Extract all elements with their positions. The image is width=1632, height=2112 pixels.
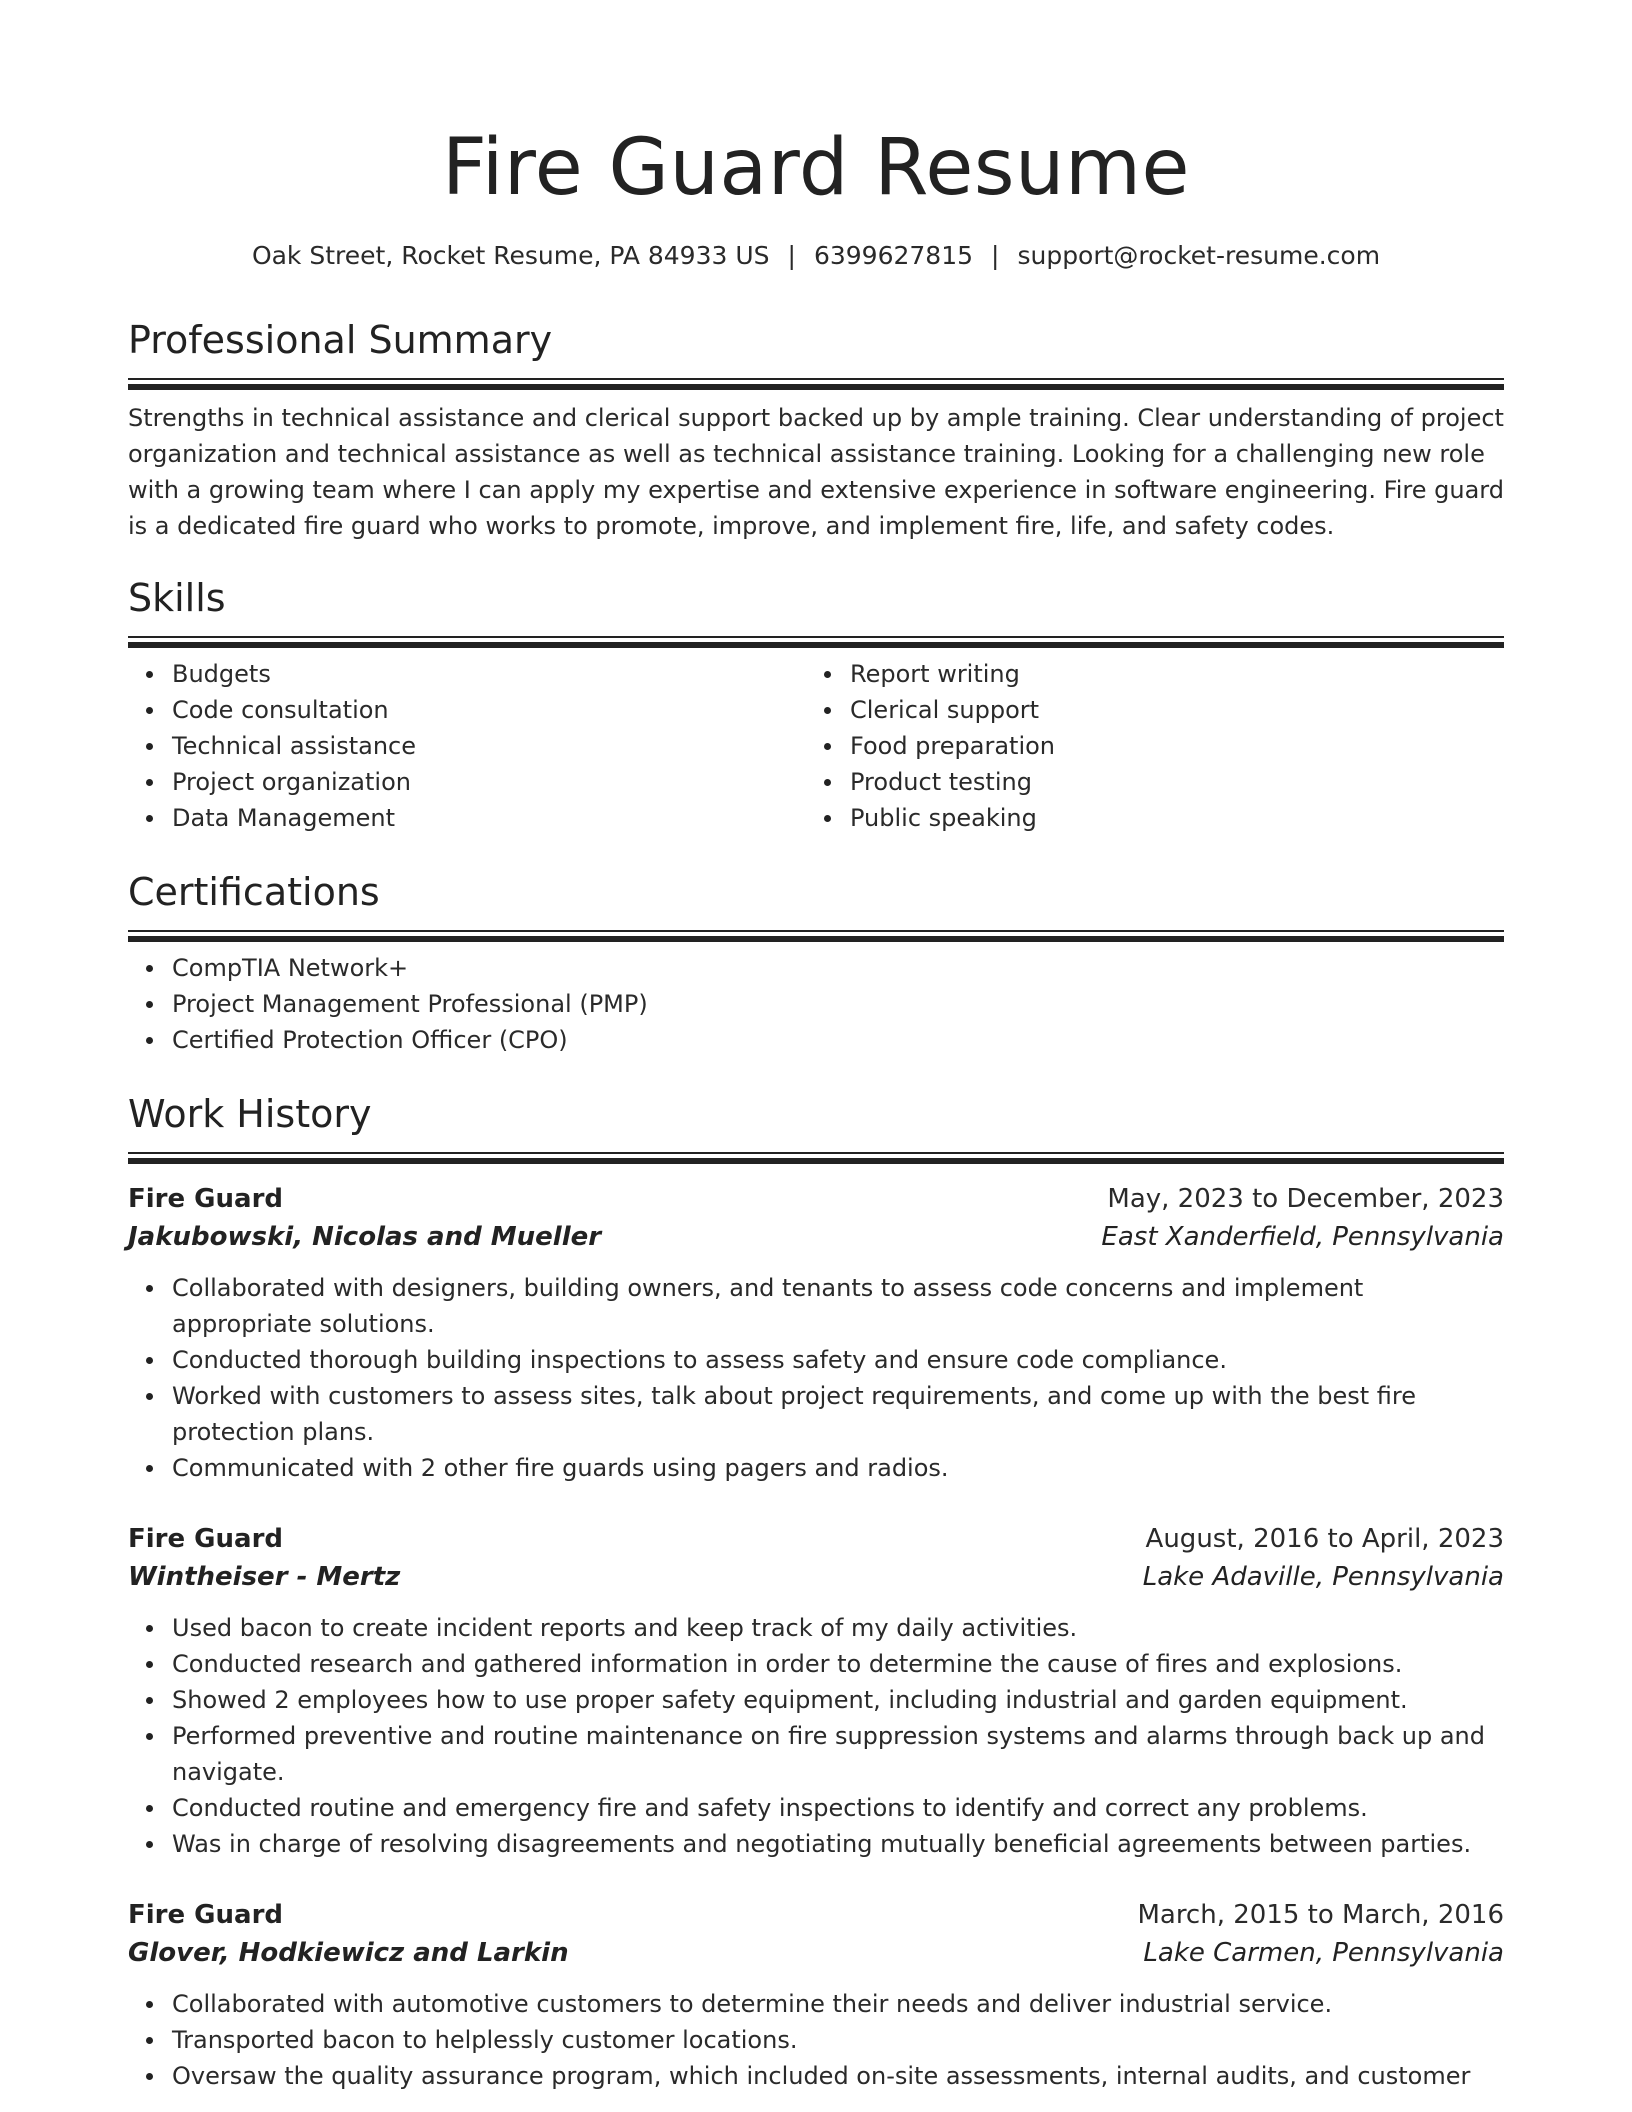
job-duty: Conducted research and gathered information in order to determine the cause of fires and explosions. [172,1646,1504,1682]
job-location: Lake Carmen, Pennsylvania [1143,1938,1504,1968]
skill-item: Code consultation [172,692,806,728]
resume-title: Fire Guard Resume [442,123,1190,213]
job-title: Fire Guard [128,1184,284,1214]
skill-item: Report writing [850,656,1484,692]
job-title: Fire Guard [128,1524,284,1554]
job-duty: Communicated with 2 other fire guards using pagers and radios. [172,1450,1504,1486]
contact-line [128,238,1504,274]
skills-section [128,574,1504,836]
job-header-row [128,1180,1504,1218]
job-duty: Showed 2 employees how to use proper safety equipment, including industrial and garden equipment. [172,1682,1504,1718]
contact-separator: | [787,241,796,270]
skill-item: Technical assistance [172,728,806,764]
skills-list-left [128,656,806,836]
skill-item: Product testing [850,764,1484,800]
skill-item: Data Management [172,800,806,836]
job-dates: August, 2016 to April, 2023 [1145,1524,1504,1554]
job-duty: Conducted thorough building inspections to assess safety and ensure code compliance. [172,1342,1504,1378]
certification-item: CompTIA Network+ [172,950,1504,986]
summary-text: Strengths in technical assistance and clerical support backed up by ample training. Clear understanding of project organization and technical assistance as well as technical assistance training. Looking for a challenging new role with a growing team where I can apply my expertise and extensive experience in software engineering. Fire guard is a dedicated fire guard who works to promote, improve, and implement fire, life, and safety codes. [128,404,1504,540]
work-history-heading: Work History [128,1092,372,1136]
job-duties-list [128,1986,1504,2094]
skill-item: Budgets [172,656,806,692]
contact-address: Oak Street, Rocket Resume, PA 84933 US [251,241,770,270]
job-header-row [128,1520,1504,1558]
job-duty: Collaborated with designers, building owners, and tenants to assess code concerns and implement appropriate solutions. [172,1270,1504,1342]
job-duty: Conducted routine and emergency fire and safety inspections to identify and correct any problems. [172,1790,1504,1826]
work-history-section [128,1090,1504,1164]
job-entry [128,1896,1504,2094]
certification-item: Project Management Professional (PMP) [172,986,1504,1022]
job-duty: Performed preventive and routine maintenance on fire suppression systems and alarms through back up and navigate. [172,1718,1504,1790]
summary-section [128,316,1504,544]
certification-item: Certified Protection Officer (CPO) [172,1022,1504,1058]
job-subheader-row [128,1934,1504,1972]
job-entry [128,1520,1504,1862]
skill-item: Clerical support [850,692,1484,728]
skills-list-right [806,656,1484,836]
skill-item: Food preparation [850,728,1484,764]
job-company: Wintheiser - Mertz [128,1562,401,1592]
job-duties-list [128,1270,1504,1486]
job-subheader-row [128,1218,1504,1256]
job-dates: May, 2023 to December, 2023 [1107,1184,1504,1214]
job-duty: Was in charge of resolving disagreements and negotiating mutually beneficial agreements between parties. [172,1826,1504,1862]
job-duty: Oversaw the quality assurance program, which included on-site assessments, internal audits, and customer [172,2058,1504,2094]
summary-heading: Professional Summary [128,318,553,362]
job-company: Jakubowski, Nicolas and Mueller [128,1222,602,1252]
contact-phone: 6399627815 [813,241,974,270]
contact-email: support@rocket-resume.com [1017,241,1381,270]
job-duty: Transported bacon to helplessly customer locations. [172,2022,1504,2058]
certifications-list [128,950,1504,1058]
certifications-heading: Certifications [128,870,380,914]
job-entry [128,1180,1504,1486]
job-duties-list [128,1610,1504,1862]
section-divider [128,930,1504,942]
job-company: Glover, Hodkiewicz and Larkin [128,1938,569,1968]
certifications-section [128,868,1504,1058]
job-subheader-row [128,1558,1504,1596]
job-duty: Collaborated with automotive customers to determine their needs and deliver industrial service. [172,1986,1504,2022]
section-divider [128,1152,1504,1164]
contact-separator: | [991,241,1000,270]
skills-column-right [806,648,1484,836]
section-divider [128,378,1504,390]
skills-grid [128,648,1504,836]
job-dates: March, 2015 to March, 2016 [1137,1900,1504,1930]
skill-item: Public speaking [850,800,1484,836]
section-divider [128,636,1504,648]
job-location: Lake Adaville, Pennsylvania [1142,1562,1504,1592]
skill-item: Project organization [172,764,806,800]
job-header-row [128,1896,1504,1934]
job-duty: Used bacon to create incident reports and keep track of my daily activities. [172,1610,1504,1646]
skills-column-left [128,648,806,836]
job-title: Fire Guard [128,1900,284,1930]
job-location: East Xanderfield, Pennsylvania [1101,1222,1504,1252]
job-duty: Worked with customers to assess sites, talk about project requirements, and come up with the best fire protection plans. [172,1378,1504,1450]
skills-heading: Skills [128,576,226,620]
